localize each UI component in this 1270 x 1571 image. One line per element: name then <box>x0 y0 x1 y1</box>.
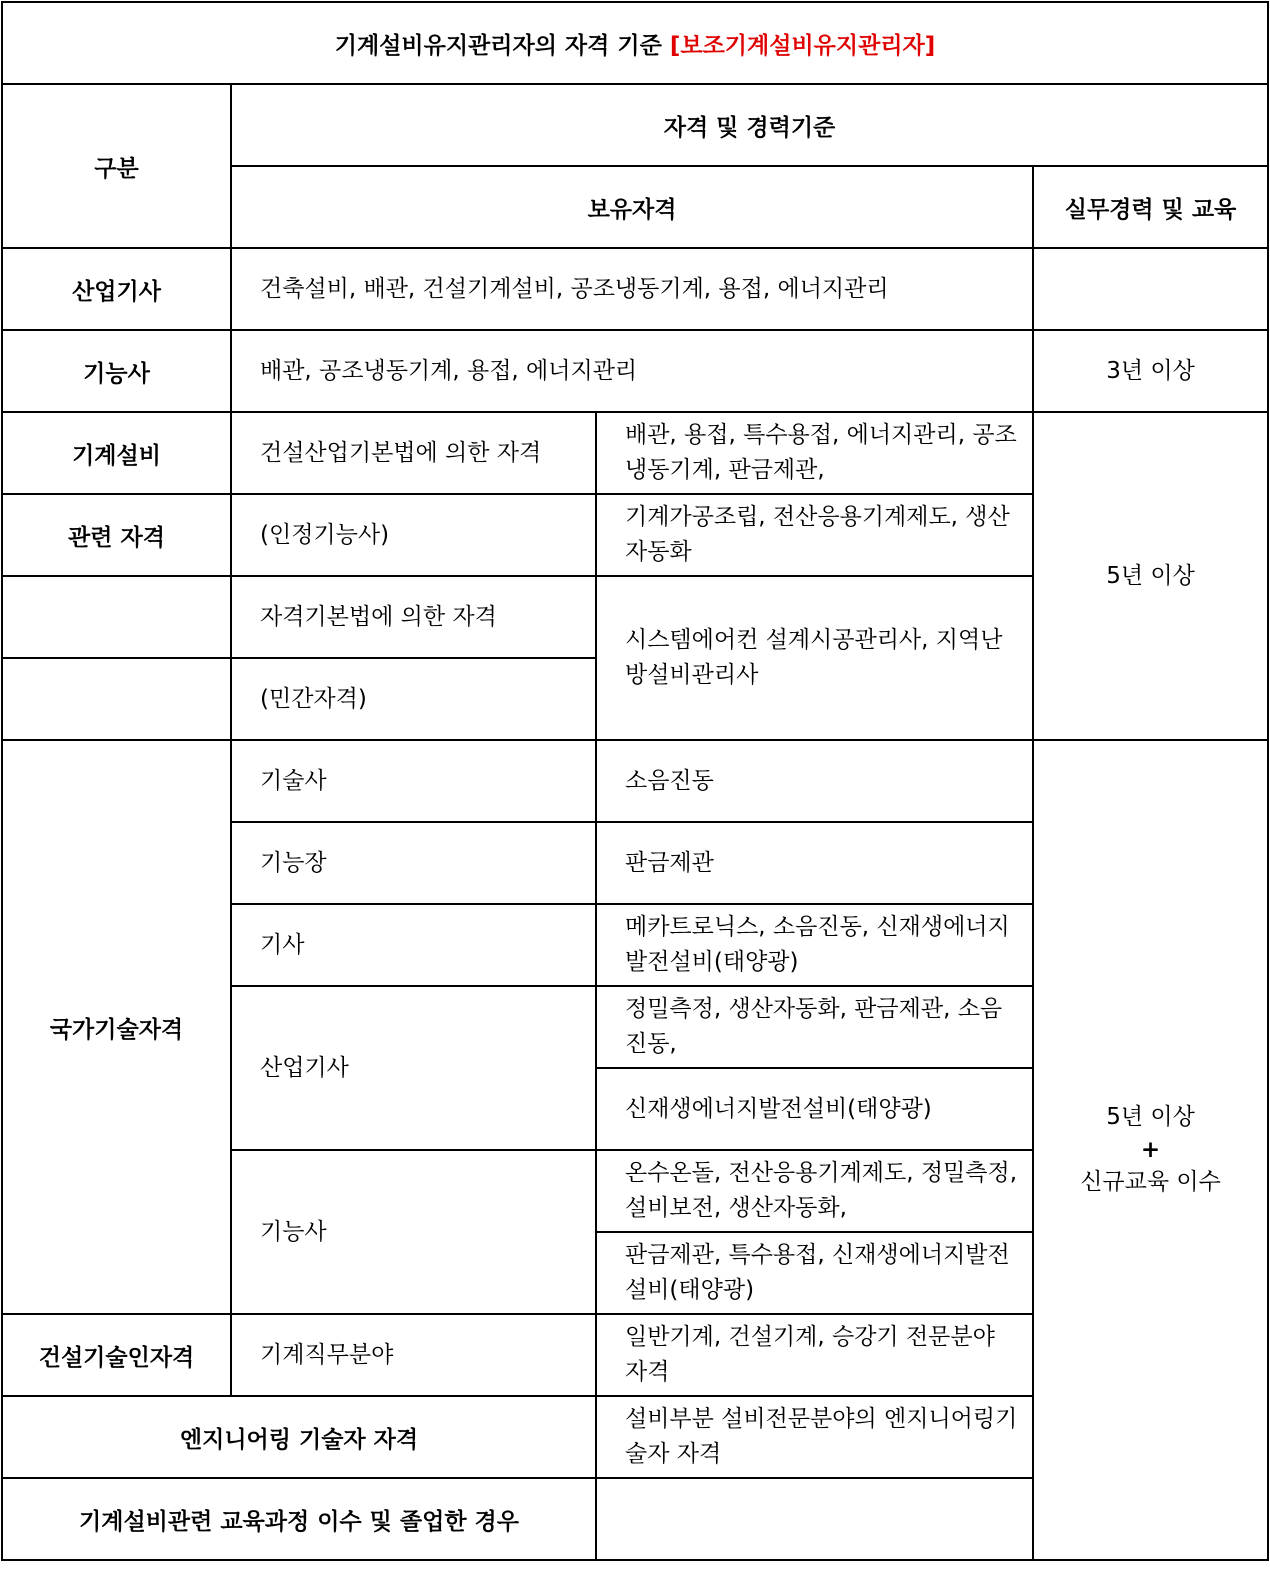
national-fields: 메카트로닉스, 소음진동, 신재생에너지발전설비(태양광) <box>596 904 1033 986</box>
row-label-construction: 건설기술인자격 <box>2 1314 231 1396</box>
qualification-table <box>1 1 1269 1561</box>
national-fields: 판금제관 <box>596 822 1033 904</box>
national-fields: 소음진동 <box>596 740 1033 822</box>
row-label-craftsman: 기능사 <box>2 330 231 412</box>
title-main: 기계설비유지관리자의 자격 기준 <box>334 32 662 59</box>
national-grade: 기능사 <box>231 1150 596 1314</box>
national-experience <box>1033 740 1268 1560</box>
table-row <box>2 248 1268 330</box>
experience-line1: 5년 이상 <box>1106 1104 1195 1130</box>
law1-title: 건설산업기본법에 의한 자격 <box>231 412 596 494</box>
row-label-national: 국가기술자격 <box>2 740 231 1314</box>
national-fields: 정밀측정, 생산자동화, 판금제관, 소음진동, <box>596 986 1033 1068</box>
education-fields <box>596 1478 1033 1560</box>
construction-fields: 일반기계, 건설기계, 승강기 전문분야 자격 <box>596 1314 1033 1396</box>
row-label-mech-line2: 관련 자격 <box>2 494 231 576</box>
law2-title: 자격기본법에 의한 자격 <box>231 576 596 658</box>
national-fields2: 신재생에너지발전설비(태양광) <box>596 1068 1033 1150</box>
engineering-fields: 설비부분 설비전문분야의 엔지니어링기술자 자격 <box>596 1396 1033 1478</box>
row-label-education: 기계설비관련 교육과정 이수 및 졸업한 경우 <box>2 1478 596 1560</box>
row-label-industrial-engineer: 산업기사 <box>2 248 231 330</box>
construction-grade: 기계직무분야 <box>231 1314 596 1396</box>
experience-line3: 신규교육 이수 <box>1080 1169 1221 1195</box>
title-highlight: [보조기계설비유지관리자] <box>669 32 936 59</box>
table-row <box>2 330 1268 412</box>
header-experience-education: 실무경력 및 교육 <box>1033 166 1268 248</box>
national-grade: 기사 <box>231 904 596 986</box>
mech-related-experience: 5년 이상 <box>1033 412 1268 740</box>
law2-fields: 시스템에어컨 설계시공관리사, 지역난방설비관리사 <box>596 576 1033 740</box>
table-title <box>2 2 1268 84</box>
law2-sub: (민간자격) <box>231 658 596 740</box>
header-criteria: 자격 및 경력기준 <box>231 84 1268 166</box>
empty-cell <box>2 576 231 658</box>
header-held-qualification: 보유자격 <box>231 166 1033 248</box>
header-category: 구분 <box>2 84 231 248</box>
law1-fields: 배관, 용접, 특수용접, 에너지관리, 공조냉동기계, 판금제관, <box>596 412 1033 494</box>
experience-line2: + <box>1140 1137 1161 1163</box>
national-fields2: 판금제관, 특수용접, 신재생에너지발전설비(태양광) <box>596 1232 1033 1314</box>
law1-sub: (인정기능사) <box>231 494 596 576</box>
national-grade: 기술사 <box>231 740 596 822</box>
empty-cell <box>2 658 231 740</box>
industrial-engineer-fields: 건축설비, 배관, 건설기계설비, 공조냉동기계, 용접, 에너지관리 <box>231 248 1033 330</box>
national-fields: 온수온돌, 전산응용기계제도, 정밀측정, 설비보전, 생산자동화, <box>596 1150 1033 1232</box>
row-label-mech-line1: 기계설비 <box>2 412 231 494</box>
row-label-engineering: 엔지니어링 기술자 자격 <box>2 1396 596 1478</box>
industrial-engineer-experience <box>1033 248 1268 330</box>
craftsman-experience: 3년 이상 <box>1033 330 1268 412</box>
table-row <box>2 740 1268 822</box>
national-grade: 기능장 <box>231 822 596 904</box>
law1-fields2: 기계가공조립, 전산응용기계제도, 생산자동화 <box>596 494 1033 576</box>
craftsman-fields: 배관, 공조냉동기계, 용접, 에너지관리 <box>231 330 1033 412</box>
table-row <box>2 412 1268 494</box>
national-grade: 산업기사 <box>231 986 596 1150</box>
